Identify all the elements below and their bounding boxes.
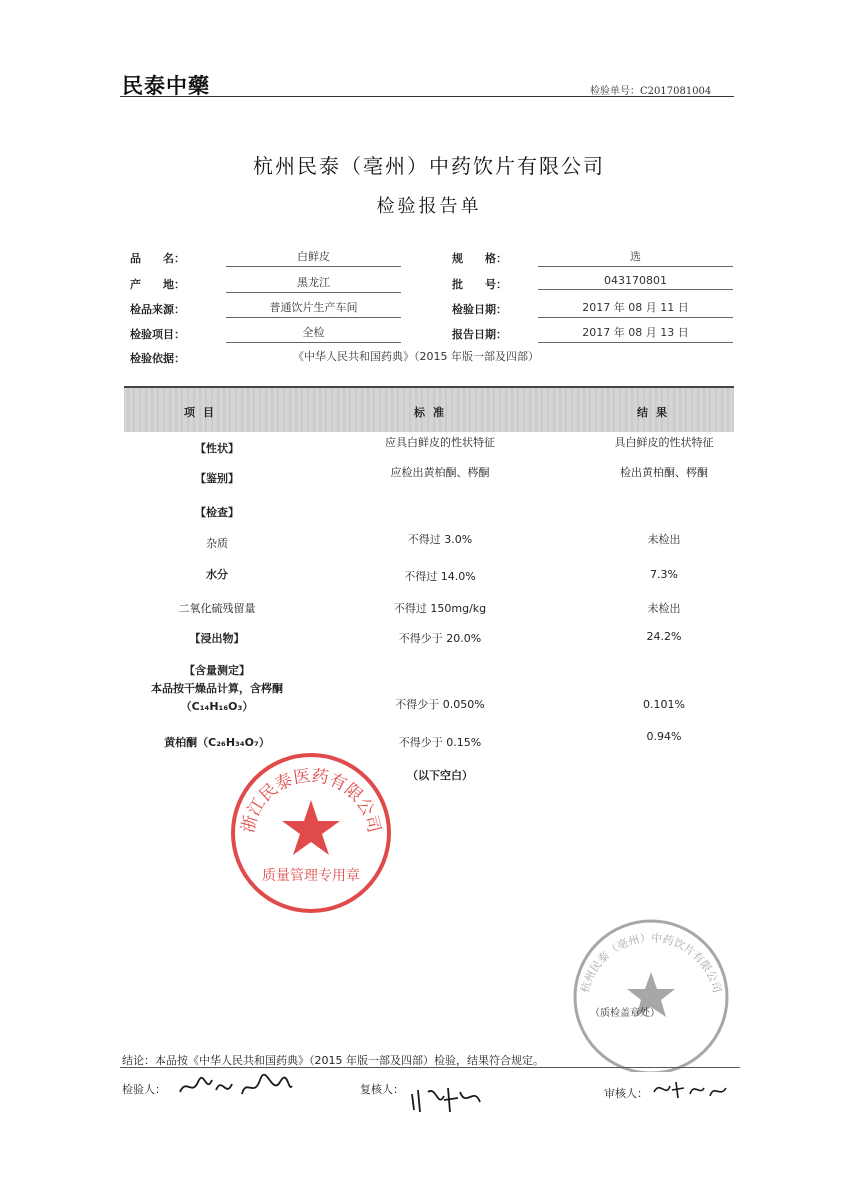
doc-number: 检验单号：C2017081004 xyxy=(590,86,712,97)
inspector-signature xyxy=(176,1072,296,1102)
row-result: 7.3% xyxy=(650,568,678,581)
stamp-placement-note: （质检盖章处） xyxy=(590,1008,660,1019)
row-standard: 应检出黄柏酮、梣酮 xyxy=(390,466,490,479)
stamp-ring-text: 杭州民泰（亳州）中药饮片有限公司 xyxy=(578,931,724,995)
reviewer-signature xyxy=(408,1082,488,1118)
stamp-inner-text: 质量管理专用章 xyxy=(262,868,360,884)
footer-divider xyxy=(120,1067,740,1068)
row-item: 【性状】 xyxy=(195,442,239,455)
row-result: 具白鲜皮的性状特征 xyxy=(614,436,714,449)
row-item: 【检查】 xyxy=(195,506,239,519)
header-divider xyxy=(120,96,734,97)
row-item: 【浸出物】 xyxy=(189,632,245,645)
reviewer-label: 复核人： xyxy=(360,1083,404,1096)
product-name-value: 白鲜皮 xyxy=(226,248,401,267)
row-item: 黄柏酮（C₂₆H₃₄O₇） xyxy=(164,736,270,749)
source-value: 普通饮片生产车间 xyxy=(226,299,401,318)
col-header-result: 结果 xyxy=(637,406,675,419)
stamp-ring-text: 浙江民泰医药有限公司 xyxy=(238,766,384,835)
report-date-value: 2017 年 08 月 13 日 xyxy=(538,324,733,343)
blank-note: （以下空白） xyxy=(407,769,473,782)
inspector-label: 检验人： xyxy=(122,1083,166,1096)
report-date-label: 报告日期： xyxy=(452,328,507,341)
row-standard: 不得少于 0.050% xyxy=(395,698,485,711)
row-standard: 不得过 3.0% xyxy=(407,533,473,546)
test-item-value: 全检 xyxy=(226,324,401,343)
row-result: 0.94% xyxy=(646,730,682,743)
origin-value: 黑龙江 xyxy=(226,274,401,293)
document-title: 检验报告单 xyxy=(376,196,482,217)
row-result: 0.101% xyxy=(643,698,685,711)
row-result: 未检出 xyxy=(647,533,681,546)
batch-label: 批 号： xyxy=(452,278,507,291)
row-item: 水分 xyxy=(206,568,228,581)
company-logo: 民泰中藥 xyxy=(122,73,210,98)
test-date-value: 2017 年 08 月 11 日 xyxy=(538,299,733,318)
row-item: 【含量测定】 xyxy=(184,664,250,677)
row-standard: 不得过 150mg/kg xyxy=(393,602,487,615)
basis-value: 《中华人民共和国药典》（2015 年版一部及四部） xyxy=(293,350,539,363)
product-name-label: 品 名： xyxy=(130,252,185,265)
row-standard: 不得少于 20.0% xyxy=(398,632,482,645)
row-standard: 不得少于 0.15% xyxy=(398,736,482,749)
spec-label: 规 格： xyxy=(452,252,507,265)
row-item: 【鉴别】 xyxy=(195,472,239,485)
batch-value: 043170801 xyxy=(538,274,733,290)
approver-label: 审核人： xyxy=(604,1087,648,1100)
row-item: 本品按干燥品计算，含梣酮 xyxy=(151,682,283,695)
row-item: 杂质 xyxy=(206,537,228,550)
conclusion-text: 结论：本品按《中华人民共和国药典》（2015 年版一部及四部）检验，结果符合规定。 xyxy=(122,1054,544,1067)
basis-label: 检验依据： xyxy=(130,352,185,365)
row-result: 检出黄柏酮、梣酮 xyxy=(620,466,708,479)
col-header-standard: 标准 xyxy=(414,406,452,419)
source-label: 检品来源： xyxy=(130,303,185,316)
quality-stamp xyxy=(226,748,396,918)
test-item-label: 检验项目： xyxy=(130,328,185,341)
row-result: 24.2% xyxy=(646,630,682,643)
inspection-stamp xyxy=(566,912,736,1072)
row-item: 二氧化硫残留量 xyxy=(178,602,256,615)
origin-label: 产 地： xyxy=(130,278,185,291)
star-icon xyxy=(282,800,340,855)
approver-signature xyxy=(650,1076,730,1102)
row-result: 未检出 xyxy=(647,602,681,615)
spec-value: 选 xyxy=(538,248,733,267)
row-item: （C₁₄H₁₆O₃） xyxy=(180,700,254,713)
col-header-item: 项目 xyxy=(184,406,222,419)
row-standard: 应具白鲜皮的性状特征 xyxy=(385,436,495,449)
row-standard: 不得过 14.0% xyxy=(404,570,476,583)
test-date-label: 检验日期： xyxy=(452,303,507,316)
company-name: 杭州民泰（亳州）中药饮片有限公司 xyxy=(253,154,605,178)
